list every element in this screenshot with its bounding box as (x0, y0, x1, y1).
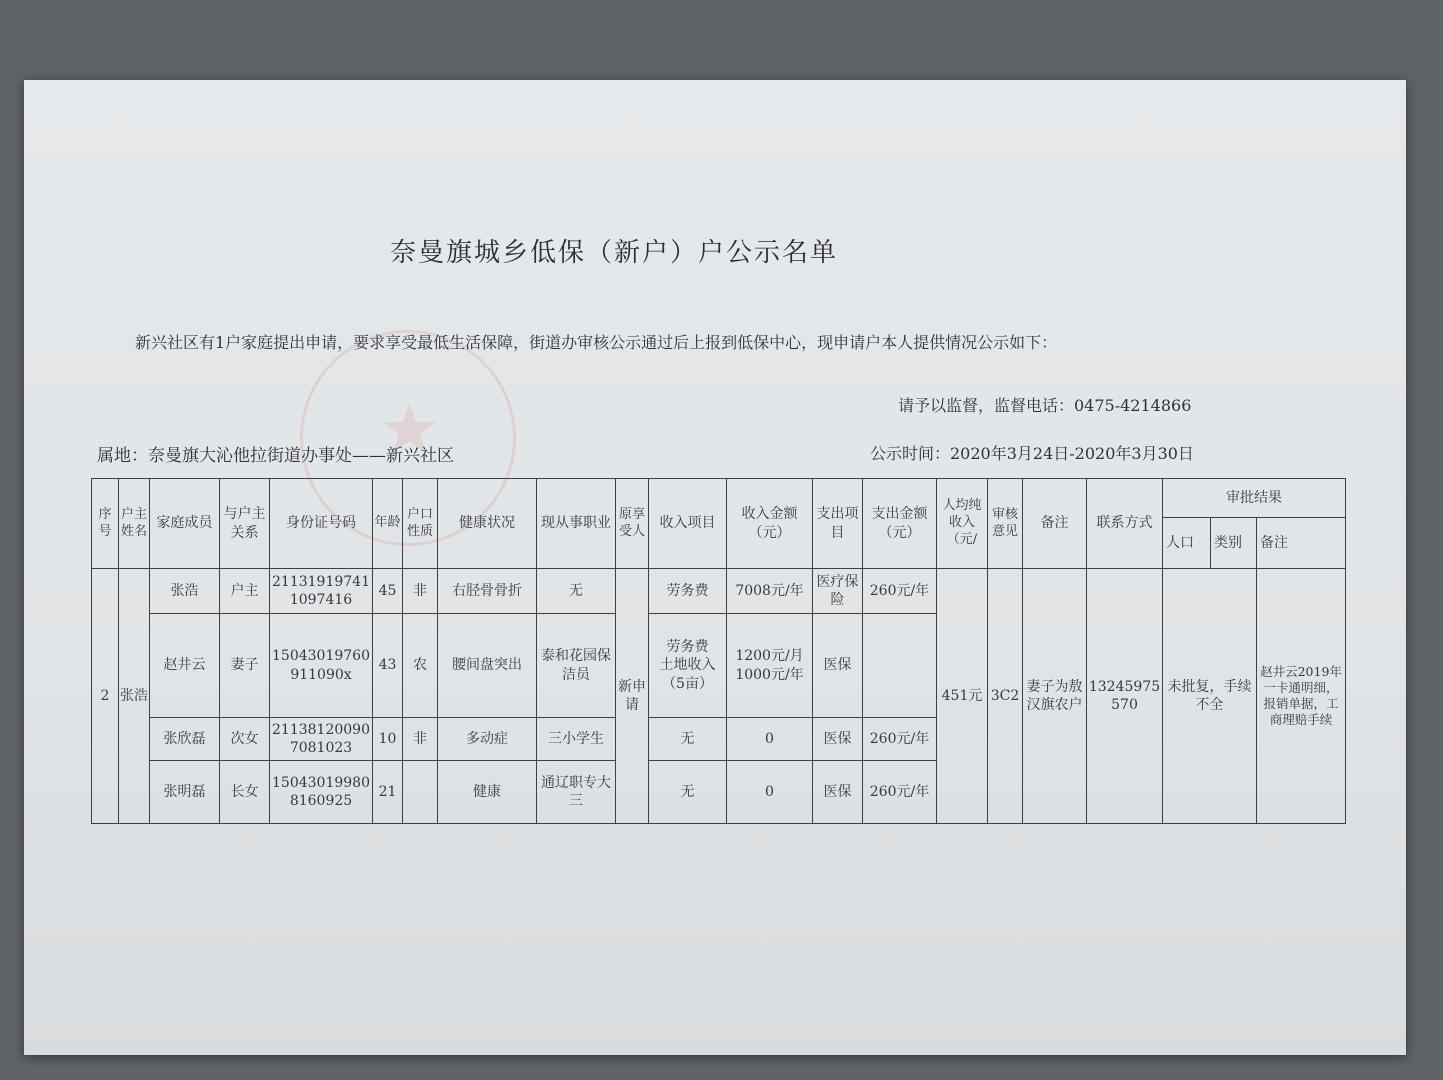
header-review: 审核意见 (988, 479, 1023, 569)
header-orig-recipient: 原享受人 (616, 479, 649, 569)
cell-remark: 妻子为敖汉旗农户 (1023, 569, 1087, 824)
cell-age: 10 (373, 718, 403, 761)
cell-expense-amount: 260元/年 (863, 718, 937, 761)
cell-id-no: 211319197411097416 (270, 569, 373, 614)
header-job: 现从事职业 (537, 479, 616, 569)
header-approval-remark: 备注 (1257, 518, 1346, 569)
cell-member-name: 赵井云 (150, 614, 220, 718)
header-income-item: 收入项目 (649, 479, 727, 569)
cell-hukou: 非 (403, 718, 438, 761)
assistance-roster-table (91, 478, 1346, 824)
header-per-capita: 人均纯收入（元/ (937, 479, 988, 569)
cell-expense-amount (863, 614, 937, 718)
cell-member-name: 张欣磊 (150, 718, 220, 761)
cell-health: 多动症 (438, 718, 537, 761)
cell-approval-remark: 赵井云2019年一卡通明细，报销单据，工商理赔手续 (1257, 569, 1346, 824)
cell-head-name: 张浩 (119, 569, 150, 824)
supervision-phone: 请予以监督，监督电话：0475-4214866 (898, 396, 1192, 415)
cell-expense-item: 医疗保险 (813, 569, 863, 614)
document-title: 奈曼旗城乡低保（新户）户公示名单 (390, 238, 839, 268)
cell-contact: 13245975570 (1087, 569, 1163, 824)
cell-expense-item: 医保 (813, 761, 863, 824)
cell-orig-status: 新申请 (616, 569, 649, 824)
cell-approval-result: 未批复，手续不全 (1163, 569, 1257, 824)
header-approval-category: 类别 (1211, 518, 1257, 569)
header-hukou: 户口性质 (403, 479, 438, 569)
cell-expense-amount: 260元/年 (863, 761, 937, 824)
publish-time: 公示时间：2020年3月24日-2020年3月30日 (870, 444, 1194, 463)
cell-id-no: 211381200907081023 (270, 718, 373, 761)
cell-income-amount: 0 (727, 718, 813, 761)
cell-income-item: 无 (649, 718, 727, 761)
cell-income-item: 劳务费 土地收入 （5亩） (649, 614, 727, 718)
cell-hukou: 农 (403, 614, 438, 718)
cell-relation: 户主 (220, 569, 270, 614)
cell-relation: 长女 (220, 761, 270, 824)
header-head-name: 户主姓名 (119, 479, 150, 569)
cell-relation: 妻子 (220, 614, 270, 718)
cell-age: 45 (373, 569, 403, 614)
header-expense-item: 支出项目 (813, 479, 863, 569)
cell-health: 腰间盘突出 (438, 614, 537, 718)
cell-job: 三小学生 (537, 718, 616, 761)
header-health: 健康状况 (438, 479, 537, 569)
cell-income-amount: 0 (727, 761, 813, 824)
cell-job: 泰和花园保洁员 (537, 614, 616, 718)
cell-expense-item: 医保 (813, 614, 863, 718)
table-row (92, 569, 1346, 614)
header-expense-amount: 支出金额（元） (863, 479, 937, 569)
header-member: 家庭成员 (150, 479, 220, 569)
header-age: 年龄 (373, 479, 403, 569)
cell-income-item: 劳务费 (649, 569, 727, 614)
intro-paragraph: 新兴社区有1户家庭提出申请，要求享受最低生活保障，街道办审核公示通过后上报到低保中心，现申请户本人提供情况公示如下： (135, 333, 1058, 352)
cell-seq: 2 (92, 569, 119, 824)
header-income-amount: 收入金额（元） (727, 479, 813, 569)
jurisdiction-line: 属地：奈曼旗大沁他拉街道办事处——新兴社区 (97, 446, 454, 466)
header-approval: 审批结果 (1163, 479, 1346, 518)
header-contact: 联系方式 (1087, 479, 1163, 569)
header-relation: 与户主关系 (220, 479, 270, 569)
cell-age: 43 (373, 614, 403, 718)
cell-income-item: 无 (649, 761, 727, 824)
header-approval-population: 人口 (1163, 518, 1211, 569)
header-seq: 序号 (92, 479, 119, 569)
cell-member-name: 张明磊 (150, 761, 220, 824)
cell-id-no: 150430199808160925 (270, 761, 373, 824)
cell-expense-amount: 260元/年 (863, 569, 937, 614)
header-remark: 备注 (1023, 479, 1087, 569)
cell-hukou (403, 761, 438, 824)
cell-relation: 次女 (220, 718, 270, 761)
cell-member-name: 张浩 (150, 569, 220, 614)
cell-age: 21 (373, 761, 403, 824)
cell-income-amount: 1200元/月 1000元/年 (727, 614, 813, 718)
cell-expense-item: 医保 (813, 718, 863, 761)
cell-id-no: 15043019760911090x (270, 614, 373, 718)
cell-hukou: 非 (403, 569, 438, 614)
cell-per-capita: 451元 (937, 569, 988, 824)
cell-job: 通辽职专大三 (537, 761, 616, 824)
cell-job: 无 (537, 569, 616, 614)
cell-income-amount: 7008元/年 (727, 569, 813, 614)
cell-health: 健康 (438, 761, 537, 824)
header-id-no: 身份证号码 (270, 479, 373, 569)
cell-review: 3C2 (988, 569, 1023, 824)
cell-health: 右胫骨骨折 (438, 569, 537, 614)
